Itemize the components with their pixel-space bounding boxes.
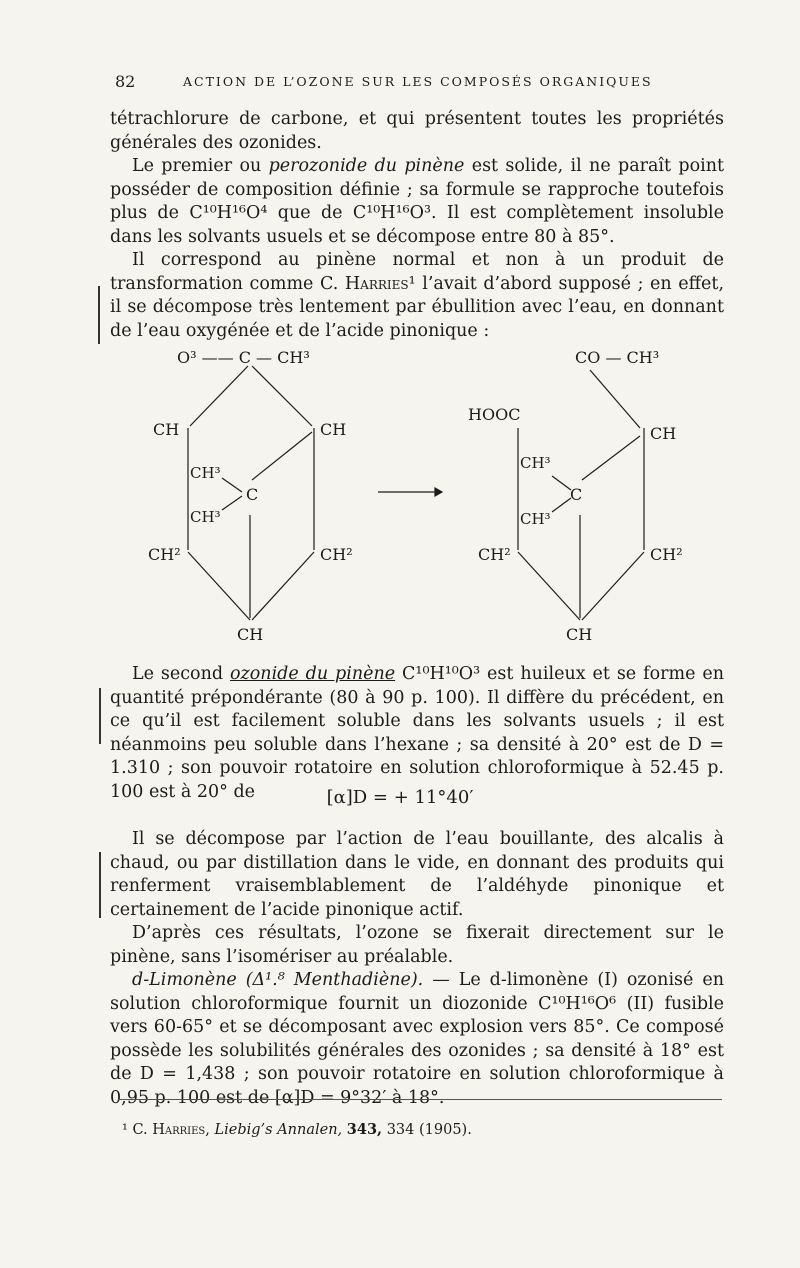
italic-term: perozonide du pinène [268, 156, 465, 176]
text-block-middle [110, 663, 724, 804]
right-c-center: C [570, 485, 583, 504]
paragraph-1: tétrachlorure de carbone, et qui présentent toutes les propriétés générales des ozonides. [110, 109, 724, 153]
footnote-mark: ¹ [122, 1122, 128, 1138]
page-number: 82 [115, 72, 136, 91]
text-block-top [110, 108, 724, 343]
right-ch-bottom: CH [566, 625, 593, 644]
running-title: ACTION DE L’OZONE SUR LES COMPOSÉS ORGANIQUES [183, 74, 653, 89]
footnote-volume: 343, [346, 1121, 383, 1138]
reaction-arrow [378, 488, 442, 496]
footnote-rule [118, 1099, 722, 1100]
author-name: Harries [344, 273, 409, 294]
right-ch2-right: CH² [650, 545, 683, 564]
footnote [122, 1121, 472, 1138]
paragraph-2: Le premier ou perozonide du pinène est solide, il ne paraît point posséder de composition définie ; sa formule se rapproche toutefois plus de C¹⁰H¹⁶O⁴ que de C¹⁰H¹⁶O³. Il est complètement insoluble dans les solvants usuels et se décompose entre 80 à 85°. [110, 156, 725, 247]
text-block-bottom [110, 828, 724, 1110]
section-title: d-Limonène (Δ¹.⁸ Menthadiène). [132, 970, 424, 990]
left-ch-bottom: CH [237, 625, 264, 644]
right-ch3-lower: CH³ [520, 510, 551, 528]
footnote-author: C. Harries, [132, 1122, 210, 1138]
rotation-formula: [α]D = + 11°40′ [326, 787, 474, 808]
right-hooc: HOOC [468, 405, 521, 424]
italic-term-underlined: ozonide du pinène [230, 664, 396, 684]
margin-mark [99, 688, 101, 744]
left-c-center: C [246, 485, 259, 504]
left-ch2-right: CH² [320, 545, 353, 564]
paragraph-4: Le second ozonide du pinène C¹⁰H¹⁰O³ est huileux et se forme en quantité prépondérante (80 à 90 p. 100). Il diffère du précédent, en ce qu’il est facilement soluble dans les solvants usuels ; il est néanmoins peu soluble dans l’hexane ; sa densité à 20° est de D = 1.310 ; son pouvoir rotatoire en solution chloroformique à 52.45 p. 100 est à 20° de [110, 664, 724, 802]
left-ch-left: CH [153, 420, 180, 439]
left-ch3-upper: CH³ [190, 464, 221, 482]
paragraph-7: d-Limonène (Δ¹.⁸ Menthadiène). — Le d-limonène (I) ozonisé en solution chloroformique fournit un diozonide C¹⁰H¹⁶O⁶ (II) fusible vers 60-65° et se décomposant avec explosion vers 85°. Ce composé possède les solubilités générales des ozonides ; sa densité à 18° est de D = 1,438 ; son pouvoir rotatoire en solution chloroformique à 0,95 p. 100 est de [α]D = 9°32′ à 18°. [110, 970, 725, 1108]
footnote-pages: 334 (1905). [386, 1122, 472, 1138]
left-ch-right: CH [320, 420, 347, 439]
right-ch-right: CH [650, 424, 677, 443]
left-top-group: O³ —— C — CH³ [177, 348, 310, 367]
right-top-group: CO — CH³ [575, 348, 660, 367]
left-ch3-lower: CH³ [190, 508, 221, 526]
footnote-journal: Liebig’s Annalen, [214, 1122, 343, 1138]
left-ch2-left: CH² [148, 545, 181, 564]
paragraph-3: Il correspond au pinène normal et non à un produit de transformation comme C. Harries¹ l’avait d’abord supposé ; en effet, il se décompose très lentement par ébullition avec l’eau, en donnant de l’eau oxygénée et de l’acide pinonique : [110, 250, 725, 341]
paragraph-6: D’après ces résultats, l’ozone se fixerait directement sur le pinène, sans l’isomériser au préalable. [110, 923, 724, 967]
margin-mark [99, 852, 101, 918]
right-ch3-upper: CH³ [520, 454, 551, 472]
paragraph-5: Il se décompose par l’action de l’eau bouillante, des alcalis à chaud, ou par distillation dans le vide, en donnant des produits qui renferment vraisemblablement de l’aldéhyde pinonique et certainement de l’acide pinonique actif. [110, 829, 724, 920]
margin-mark [98, 286, 100, 344]
right-ch2-left: CH² [478, 545, 511, 564]
reaction-diagram [0, 340, 800, 650]
